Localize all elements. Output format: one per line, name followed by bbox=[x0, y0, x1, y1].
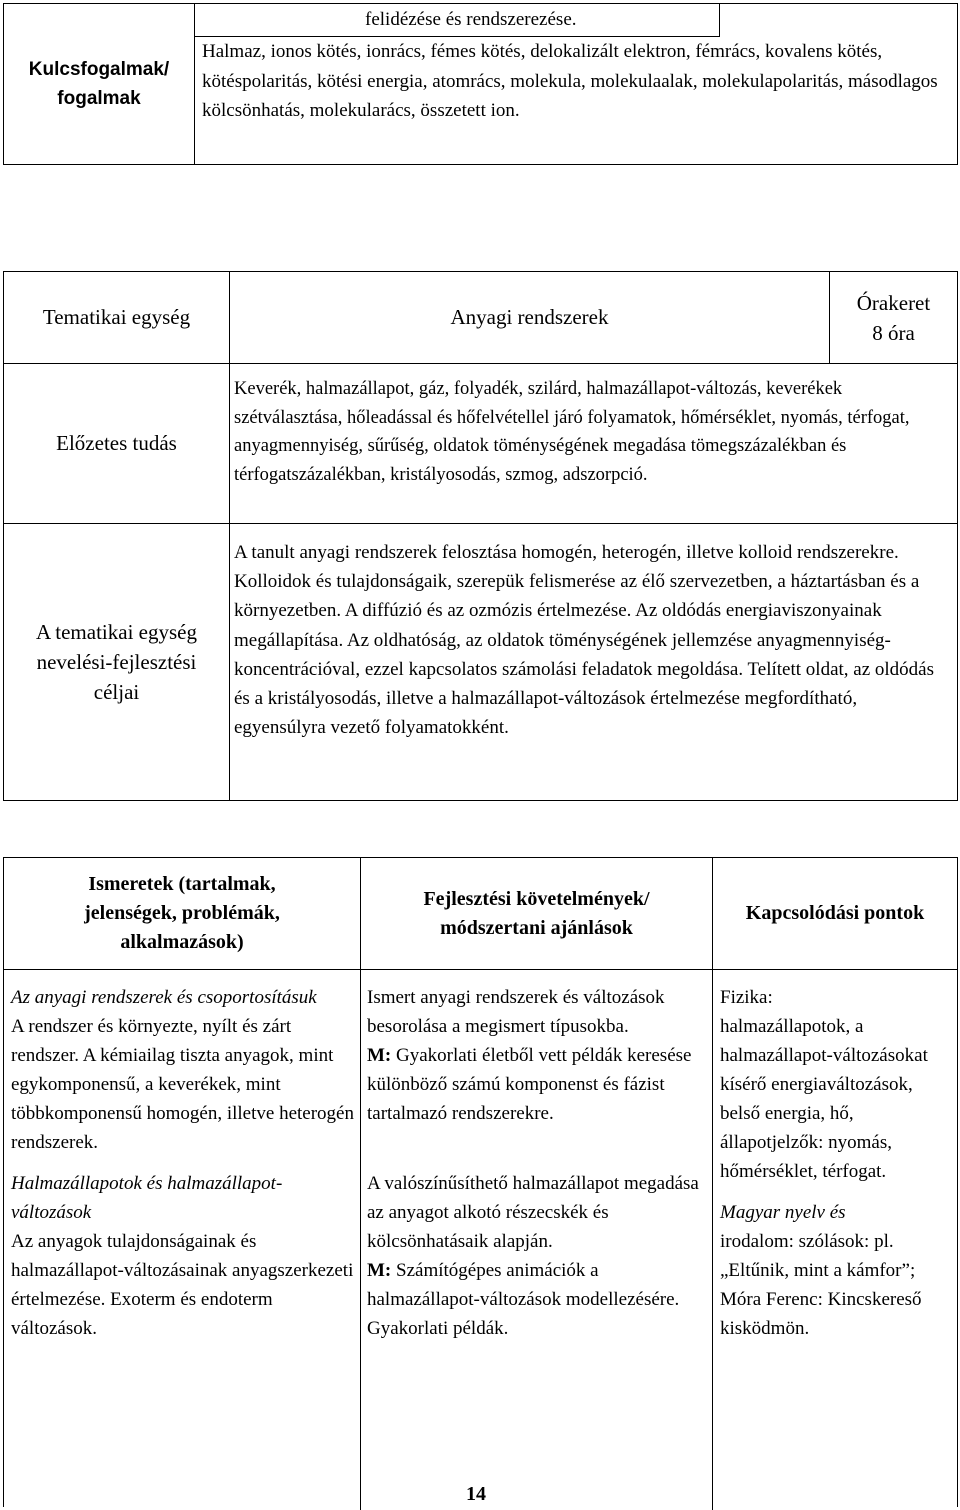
col3-header-cell bbox=[713, 858, 957, 970]
col1-block1-text: A rendszer és környezte, nyílt és zárt rendszer. A kémiailag tiszta anyagok, mint egykomponensű, a keverékek, mint többkomponensű homogén, illetve heterogén rendszerek. bbox=[11, 1016, 354, 1153]
prior-knowledge-label-cell bbox=[4, 364, 230, 524]
col1-header: Ismeretek (tartalmak, jelenségek, problémák, alkalmazások) bbox=[84, 873, 280, 953]
col1-block1-title: Az anyagi rendszerek és csoportosításuk bbox=[11, 987, 317, 1008]
col3-body-cell bbox=[713, 970, 957, 1510]
goals-label: A tematikai egység nevelési-fejlesztési céljai bbox=[36, 620, 197, 704]
key-concepts-label: Kulcsfogalmak/ fogalmak bbox=[28, 59, 170, 109]
col1-header-cell bbox=[4, 858, 361, 970]
col2-block1-text: Ismert anyagi rendszerek és változások besorolása a megismert típusokba. bbox=[367, 987, 665, 1037]
key-concepts-label-cell bbox=[4, 4, 195, 164]
col3-block2-text: irodalom: szólások: pl. „Eltűnik, mint a kámfor”; Móra Ferenc: Kincskereső kisködmön. bbox=[720, 1231, 922, 1339]
col3-block2-title: Magyar nyelv és bbox=[720, 1202, 846, 1223]
col2-block2-m bbox=[367, 1256, 707, 1343]
col3-block1-text: halmazállapotok, a halmazállapot-változásokat kísérő energiaváltozások, belső energia, hő, állapotjelzők: nyomás, hőmérséklet, térfogat. bbox=[720, 1016, 928, 1182]
col2-header: Fejlesztési követelmények/ módszertani ajánlások bbox=[423, 887, 650, 939]
col3-header: Kapcsolódási pontok bbox=[745, 902, 925, 924]
key-concepts-text: Halmaz, ionos kötés, ionrács, fémes kötés, delokalizált elektron, fémrács, kovalens kötés, kötéspolaritás, kötési energia, atomrács, molekula, molekulaalak, molekulapolaritás, másodlagos kölcsönhatás, molekularács, összetett ion. bbox=[202, 41, 938, 121]
goals-text: A tanult anyagi rendszerek felosztása homogén, heterogén, illetve kolloid rendszerekre. Kolloidok és tulajdonságaik, szerepük felismerése az élő szervezetben, a háztartásban és a környezetben. A diffúzió és az ozmózis értelmezése. Az oldódás energiaviszonyainak megállapítása. Az oldhatóság, az oldatok töménységének jellemzése anyagmennyiség-koncentrációval, ezzel kapcsolatos számolási feladatok megoldása. Telített oldat, az oldódás és a kristályosodás, illetve a halmazállapot-változások értelmezése megfordítható, egyensúlyra vezető folyamatokként. bbox=[234, 542, 935, 739]
unit-label: Tematikai egység bbox=[42, 305, 191, 329]
col3-block1-title: Fizika: bbox=[720, 987, 773, 1008]
col2-header-cell bbox=[361, 858, 713, 970]
col2-block1-m-text: Gyakorlati életből vett példák keresése különböző számú komponenst és fázist tartalmazó rendszerekre. bbox=[367, 1045, 692, 1124]
prior-knowledge-label: Előzetes tudás bbox=[56, 431, 177, 455]
goals-text-cell bbox=[230, 524, 957, 800]
key-concepts-top-cell bbox=[195, 4, 720, 37]
hours-value: 8 óra bbox=[872, 320, 915, 345]
unit-table bbox=[3, 271, 958, 801]
unit-label-cell bbox=[4, 272, 230, 364]
key-concepts-table bbox=[3, 3, 958, 165]
col2-block2-text: A valószínűsíthető halmazállapot megadása az anyagot alkotó részecskék és kölcsönhatásaik alapján. bbox=[367, 1173, 699, 1252]
col2-block2-m-label: M: bbox=[367, 1260, 392, 1281]
unit-title: Anyagi rendszerek bbox=[450, 305, 609, 329]
content-table bbox=[3, 857, 958, 1507]
page-number: 14 bbox=[462, 1482, 490, 1506]
key-concepts-top-text: felidézése és rendszerezése. bbox=[365, 9, 577, 30]
col2-body-cell bbox=[361, 970, 713, 1510]
col2-block1-m-label: M: bbox=[367, 1045, 392, 1066]
prior-knowledge-text-cell bbox=[230, 364, 957, 524]
goals-label-cell bbox=[4, 524, 230, 800]
prior-knowledge-text: Keverék, halmazállapot, gáz, folyadék, szilárd, halmazállapot-változás, keverékek szétválasztása, hőleadással és hőfelvétellel járó folyamatok, hőmérséklet, nyomás, térfogat, anyagmennyiség, sűrűség, oldatok töménységének megadása tömegszázalékban és térfogatszázalékban, kristályosodás, szmog, adszorpció. bbox=[234, 379, 910, 485]
unit-title-cell bbox=[230, 272, 830, 364]
col2-block1-m bbox=[367, 1041, 707, 1128]
col1-block2-title: Halmazállapotok és halmazállapot-változások bbox=[11, 1173, 283, 1223]
col1-body-cell bbox=[4, 970, 361, 1510]
hours-label: Órakeret bbox=[856, 290, 931, 315]
col2-block2-m-text: Számítógépes animációk a halmazállapot-változások modellezésére. Gyakorlati példák. bbox=[367, 1260, 680, 1339]
key-concepts-text-cell bbox=[195, 4, 957, 164]
unit-hours-cell bbox=[830, 272, 957, 364]
col1-block2-text: Az anyagok tulajdonságainak és halmazállapot-változásainak anyagszerkezeti értelmezése. Exoterm és endoterm változások. bbox=[11, 1231, 354, 1339]
